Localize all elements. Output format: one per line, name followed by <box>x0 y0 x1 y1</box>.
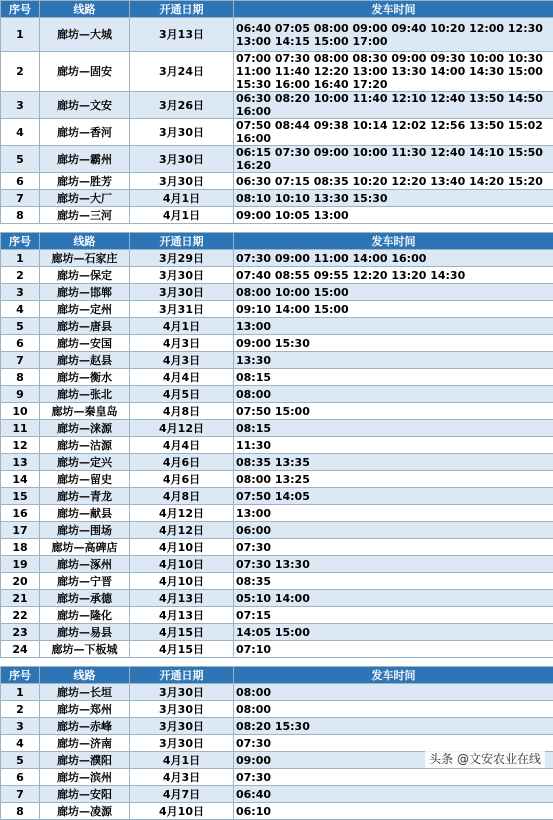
departure-times: 14:05 15:00 <box>234 624 553 641</box>
table-row <box>1 769 553 786</box>
header-route: 线路 <box>40 1 130 18</box>
open-date: 4月10日 <box>130 573 234 590</box>
route-name: 廊坊—长垣 <box>40 684 130 701</box>
departure-times: 07:40 08:55 09:55 12:20 13:20 14:30 <box>234 267 553 284</box>
table-row <box>1 318 553 335</box>
header-num: 序号 <box>1 667 40 684</box>
row-number: 16 <box>1 505 40 522</box>
table-row <box>1 119 553 146</box>
route-name: 廊坊—石家庄 <box>40 250 130 267</box>
table-header-row <box>1 667 553 684</box>
schedule-table-table1 <box>0 0 553 224</box>
table-row <box>1 573 553 590</box>
departure-times: 06:10 <box>234 803 553 820</box>
route-name: 廊坊—赵县 <box>40 352 130 369</box>
table-row <box>1 437 553 454</box>
open-date: 4月1日 <box>130 207 234 224</box>
departure-times: 11:30 <box>234 437 553 454</box>
route-name: 廊坊—固安 <box>40 52 130 92</box>
departure-times: 08:15 <box>234 420 553 437</box>
route-name: 廊坊—邯郸 <box>40 284 130 301</box>
open-date: 3月26日 <box>130 92 234 119</box>
route-name: 廊坊—霸州 <box>40 146 130 173</box>
open-date: 3月30日 <box>130 735 234 752</box>
table-row <box>1 403 553 420</box>
row-number: 6 <box>1 335 40 352</box>
route-name: 廊坊—沽源 <box>40 437 130 454</box>
route-name: 廊坊—保定 <box>40 267 130 284</box>
row-number: 4 <box>1 735 40 752</box>
route-name: 廊坊—宁晋 <box>40 573 130 590</box>
route-name: 廊坊—安阳 <box>40 786 130 803</box>
row-number: 13 <box>1 454 40 471</box>
open-date: 4月6日 <box>130 471 234 488</box>
departure-times: 08:35 <box>234 573 553 590</box>
open-date: 4月13日 <box>130 590 234 607</box>
watermark-text: 头条 @文安农业在线 <box>425 749 545 768</box>
open-date: 3月29日 <box>130 250 234 267</box>
departure-times: 07:50 14:05 <box>234 488 553 505</box>
route-name: 廊坊—濮阳 <box>40 752 130 769</box>
departure-times: 07:30 13:30 <box>234 556 553 573</box>
open-date: 4月5日 <box>130 386 234 403</box>
table-row <box>1 505 553 522</box>
route-name: 廊坊—隆化 <box>40 607 130 624</box>
route-name: 廊坊—香河 <box>40 119 130 146</box>
table-row <box>1 250 553 267</box>
route-name: 廊坊—文安 <box>40 92 130 119</box>
open-date: 3月30日 <box>130 684 234 701</box>
table-row <box>1 420 553 437</box>
row-number: 5 <box>1 146 40 173</box>
open-date: 4月12日 <box>130 505 234 522</box>
header-times: 发车时间 <box>234 1 553 18</box>
open-date: 3月30日 <box>130 284 234 301</box>
open-date: 4月1日 <box>130 752 234 769</box>
departure-times: 13:00 <box>234 505 553 522</box>
departure-times: 09:10 14:00 15:00 <box>234 301 553 318</box>
departure-times: 13:00 <box>234 318 553 335</box>
row-number: 23 <box>1 624 40 641</box>
row-number: 8 <box>1 207 40 224</box>
row-number: 10 <box>1 403 40 420</box>
departure-times: 07:10 <box>234 641 553 658</box>
row-number: 9 <box>1 386 40 403</box>
row-number: 22 <box>1 607 40 624</box>
row-number: 12 <box>1 437 40 454</box>
row-number: 20 <box>1 573 40 590</box>
row-number: 6 <box>1 769 40 786</box>
row-number: 5 <box>1 318 40 335</box>
table-row <box>1 173 553 190</box>
row-number: 18 <box>1 539 40 556</box>
departure-times: 08:10 10:10 13:30 15:30 <box>234 190 553 207</box>
header-times: 发车时间 <box>234 233 553 250</box>
departure-times: 08:35 13:35 <box>234 454 553 471</box>
route-name: 廊坊—围场 <box>40 522 130 539</box>
route-name: 廊坊—涞源 <box>40 420 130 437</box>
open-date: 3月30日 <box>130 173 234 190</box>
departure-times: 06:30 08:20 10:00 11:40 12:10 12:40 13:50 14:50 16:00 <box>234 92 553 119</box>
route-name: 廊坊—凌源 <box>40 803 130 820</box>
departure-times: 06:40 07:05 08:00 09:00 09:40 10:20 12:00 12:30 13:00 14:15 15:00 17:00 <box>234 18 553 52</box>
table-row <box>1 352 553 369</box>
departure-times: 07:30 <box>234 769 553 786</box>
open-date: 3月30日 <box>130 701 234 718</box>
open-date: 4月8日 <box>130 488 234 505</box>
departure-times: 09:00 <box>234 752 553 769</box>
route-name: 廊坊—留史 <box>40 471 130 488</box>
departure-times: 07:30 09:00 11:00 14:00 16:00 <box>234 250 553 267</box>
header-date: 开通日期 <box>130 233 234 250</box>
departure-times: 07:15 <box>234 607 553 624</box>
open-date: 4月13日 <box>130 607 234 624</box>
open-date: 4月15日 <box>130 624 234 641</box>
route-name: 廊坊—下板城 <box>40 641 130 658</box>
open-date: 4月10日 <box>130 539 234 556</box>
table-row <box>1 92 553 119</box>
row-number: 4 <box>1 301 40 318</box>
departure-times: 07:50 08:44 09:38 10:14 12:02 12:56 13:50 15:02 16:00 <box>234 119 553 146</box>
table-row <box>1 684 553 701</box>
open-date: 3月30日 <box>130 267 234 284</box>
row-number: 8 <box>1 803 40 820</box>
route-name: 廊坊—衡水 <box>40 369 130 386</box>
row-number: 7 <box>1 352 40 369</box>
table-row <box>1 803 553 820</box>
table-row <box>1 190 553 207</box>
table-gap <box>0 224 553 232</box>
row-number: 11 <box>1 420 40 437</box>
row-number: 3 <box>1 284 40 301</box>
row-number: 2 <box>1 701 40 718</box>
route-name: 廊坊—赤峰 <box>40 718 130 735</box>
route-name: 廊坊—献县 <box>40 505 130 522</box>
open-date: 3月30日 <box>130 146 234 173</box>
route-name: 廊坊—郑州 <box>40 701 130 718</box>
row-number: 3 <box>1 92 40 119</box>
row-number: 24 <box>1 641 40 658</box>
departure-times: 07:00 07:30 08:00 08:30 09:00 09:30 10:00 10:30 11:00 11:40 12:20 13:00 13:30 14:00 14:30 15:00 15:30 16:00 16:40 17:20 <box>234 52 553 92</box>
route-name: 廊坊—定兴 <box>40 454 130 471</box>
row-number: 1 <box>1 250 40 267</box>
open-date: 3月30日 <box>130 718 234 735</box>
departure-times: 06:40 <box>234 786 553 803</box>
departure-times: 08:00 <box>234 701 553 718</box>
open-date: 4月4日 <box>130 437 234 454</box>
route-name: 廊坊—滨州 <box>40 769 130 786</box>
header-num: 序号 <box>1 233 40 250</box>
table-row <box>1 146 553 173</box>
route-name: 廊坊—张北 <box>40 386 130 403</box>
open-date: 4月3日 <box>130 335 234 352</box>
table-row <box>1 284 553 301</box>
open-date: 4月3日 <box>130 769 234 786</box>
row-number: 5 <box>1 752 40 769</box>
row-number: 7 <box>1 786 40 803</box>
table-row <box>1 488 553 505</box>
route-name: 廊坊—三河 <box>40 207 130 224</box>
row-number: 1 <box>1 684 40 701</box>
departure-times: 06:15 07:30 09:00 10:00 11:30 12:40 14:10 15:50 16:20 <box>234 146 553 173</box>
open-date: 4月7日 <box>130 786 234 803</box>
row-number: 15 <box>1 488 40 505</box>
route-name: 廊坊—唐县 <box>40 318 130 335</box>
row-number: 14 <box>1 471 40 488</box>
schedule-table-table2 <box>0 232 553 658</box>
table-row <box>1 641 553 658</box>
table-row <box>1 18 553 52</box>
route-name: 廊坊—定州 <box>40 301 130 318</box>
row-number: 3 <box>1 718 40 735</box>
open-date: 3月24日 <box>130 52 234 92</box>
open-date: 4月12日 <box>130 522 234 539</box>
table-row <box>1 539 553 556</box>
open-date: 4月6日 <box>130 454 234 471</box>
route-name: 廊坊—大厂 <box>40 190 130 207</box>
open-date: 4月10日 <box>130 803 234 820</box>
departure-times: 09:00 15:30 <box>234 335 553 352</box>
route-name: 廊坊—涿州 <box>40 556 130 573</box>
schedule-table-table3 <box>0 666 553 820</box>
header-route: 线路 <box>40 233 130 250</box>
row-number: 7 <box>1 190 40 207</box>
departure-times: 08:20 15:30 <box>234 718 553 735</box>
departure-times: 05:10 14:00 <box>234 590 553 607</box>
departure-times: 08:00 13:25 <box>234 471 553 488</box>
header-date: 开通日期 <box>130 1 234 18</box>
table-row <box>1 369 553 386</box>
departure-times: 08:00 10:00 15:00 <box>234 284 553 301</box>
route-name: 廊坊—承德 <box>40 590 130 607</box>
row-number: 19 <box>1 556 40 573</box>
table-row <box>1 454 553 471</box>
route-name: 廊坊—秦皇岛 <box>40 403 130 420</box>
departure-times: 08:15 <box>234 369 553 386</box>
departure-times: 09:00 10:05 13:00 <box>234 207 553 224</box>
table-row <box>1 556 553 573</box>
departure-times: 06:30 07:15 08:35 10:20 12:20 13:40 14:20 15:20 <box>234 173 553 190</box>
row-number: 2 <box>1 52 40 92</box>
route-name: 廊坊—安国 <box>40 335 130 352</box>
table-row <box>1 701 553 718</box>
departure-times: 13:30 <box>234 352 553 369</box>
departure-times: 07:30 <box>234 735 553 752</box>
header-times: 发车时间 <box>234 667 553 684</box>
open-date: 3月30日 <box>130 119 234 146</box>
row-number: 4 <box>1 119 40 146</box>
route-name: 廊坊—胜芳 <box>40 173 130 190</box>
table-row <box>1 386 553 403</box>
open-date: 4月1日 <box>130 318 234 335</box>
table-row <box>1 335 553 352</box>
route-name: 廊坊—大城 <box>40 18 130 52</box>
route-name: 廊坊—高碑店 <box>40 539 130 556</box>
table-row <box>1 301 553 318</box>
departure-times: 07:50 15:00 <box>234 403 553 420</box>
table-row <box>1 607 553 624</box>
route-name: 廊坊—青龙 <box>40 488 130 505</box>
table-row <box>1 624 553 641</box>
open-date: 3月13日 <box>130 18 234 52</box>
table-gap <box>0 658 553 666</box>
table-row <box>1 267 553 284</box>
departure-times: 07:30 <box>234 539 553 556</box>
row-number: 2 <box>1 267 40 284</box>
open-date: 4月10日 <box>130 556 234 573</box>
open-date: 3月31日 <box>130 301 234 318</box>
open-date: 4月4日 <box>130 369 234 386</box>
row-number: 17 <box>1 522 40 539</box>
row-number: 6 <box>1 173 40 190</box>
table-row <box>1 522 553 539</box>
row-number: 1 <box>1 18 40 52</box>
departure-times: 08:00 <box>234 386 553 403</box>
open-date: 4月8日 <box>130 403 234 420</box>
table-row <box>1 471 553 488</box>
departure-times: 08:00 <box>234 684 553 701</box>
header-date: 开通日期 <box>130 667 234 684</box>
open-date: 4月12日 <box>130 420 234 437</box>
table-row <box>1 786 553 803</box>
table-row <box>1 718 553 735</box>
departure-times: 06:00 <box>234 522 553 539</box>
table-row <box>1 207 553 224</box>
open-date: 4月3日 <box>130 352 234 369</box>
table-header-row <box>1 233 553 250</box>
open-date: 4月1日 <box>130 190 234 207</box>
row-number: 8 <box>1 369 40 386</box>
header-num: 序号 <box>1 1 40 18</box>
table-header-row <box>1 1 553 18</box>
table-row <box>1 52 553 92</box>
table-row <box>1 590 553 607</box>
row-number: 21 <box>1 590 40 607</box>
header-route: 线路 <box>40 667 130 684</box>
route-name: 廊坊—济南 <box>40 735 130 752</box>
open-date: 4月15日 <box>130 641 234 658</box>
route-name: 廊坊—易县 <box>40 624 130 641</box>
